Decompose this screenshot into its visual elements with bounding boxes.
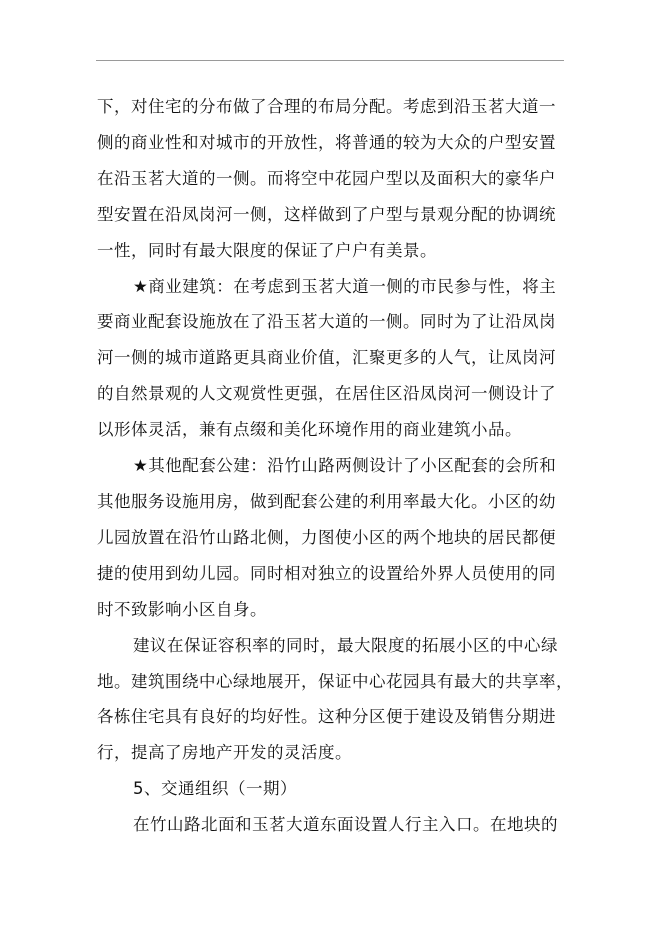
header-rule (96, 60, 564, 61)
text-line: 的自然景观的人文观赏性更强，在居住区沿凤岗河一侧设计了 (97, 384, 556, 404)
text-line: 儿园放置在沿竹山路北侧，力图使小区的两个地块的居民都便 (97, 527, 556, 547)
paragraph-commercial-buildings (97, 269, 567, 449)
paragraph-residential-layout (97, 89, 567, 269)
text-line: 要商业配套设施放在了沿玉茗大道的一侧。同时为了让沿凤岗 (97, 312, 556, 332)
text-line: 其他服务设施用房，做到配套公建的利用率最大化。小区的幼 (97, 491, 556, 511)
text-line: 捷的使用到幼儿园。同时相对独立的设置给外界人员使用的同 (97, 563, 556, 583)
paragraph-green-space (97, 628, 573, 772)
section-heading-traffic (97, 771, 567, 807)
text-line: 建议在保证容积率的同时，最大限度的拓展小区的中心绿 (133, 635, 558, 655)
paragraph-traffic-entrances (97, 807, 567, 843)
body-text (97, 89, 573, 843)
text-line: 时不致影响小区自身。 (97, 599, 267, 619)
text-line: 以形体灵活，兼有点缀和美化环境作用的商业建筑小品。 (97, 420, 522, 440)
paragraph-other-facilities (97, 448, 567, 628)
text-line: 行，提高了房地产开发的灵活度。 (97, 743, 352, 763)
text-line: 侧的商业性和对城市的开放性，将普通的较为大众的户型安置 (97, 132, 556, 152)
text-line: 河一侧的城市道路更具商业价值，汇聚更多的人气，让凤岗河 (97, 348, 556, 368)
text-line: 地。建筑围绕中心绿地展开，保证中心花园具有最大的共享率， (97, 671, 573, 691)
text-line: 下，对住宅的分布做了合理的布局分配。考虑到沿玉茗大道一 (97, 97, 556, 116)
text-line: 一性，同时有最大限度的保证了户户有美景。 (97, 240, 437, 260)
text-line: ★商业建筑：在考虑到玉茗大道一侧的市民参与性，将主 (133, 276, 557, 296)
text-line: 在沿玉茗大道的一侧。而将空中花园户型以及面积大的豪华户 (97, 168, 556, 188)
section-heading: 5、交通组织（一期） (133, 779, 297, 799)
text-line: 型安置在沿凤岗河一侧，这样做到了户型与景观分配的协调统 (97, 204, 556, 224)
text-line: 各栋住宅具有良好的均好性。这种分区便于建设及销售分期进 (97, 707, 556, 727)
text-line: ★其他配套公建：沿竹山路两侧设计了小区配套的会所和 (133, 456, 557, 476)
text-line: 在竹山路北面和玉茗大道东面设置人行主入口。在地块的 (133, 815, 558, 835)
